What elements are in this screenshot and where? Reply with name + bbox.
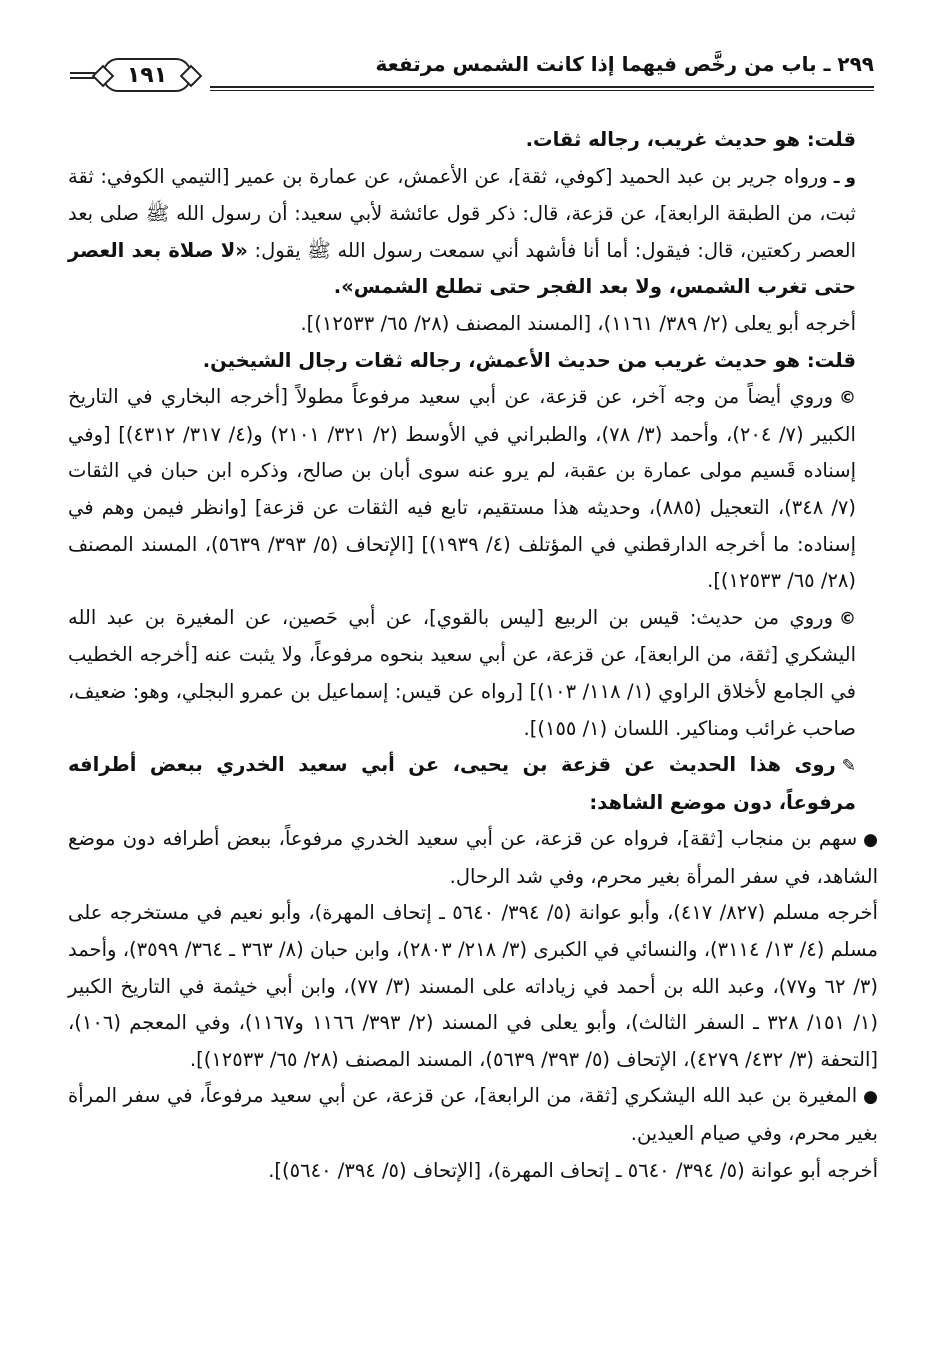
paragraph — [68, 379, 878, 600]
paragraph-marker: ✎ — [841, 756, 856, 777]
paragraph-text: سهم بن منجاب [ثقة]، فرواه عن قزعة، عن أبي سعيد الخدري مرفوعاً، ببعض أطرافه دون موضع الشاهد، في سفر المرأة بغير محرم، وفي شد الرحال. — [68, 827, 878, 888]
page-number — [102, 58, 192, 92]
paragraph-text: ورواه جرير بن عبد الحميد [كوفي، ثقة]، عن الأعمش، عن عمارة بن عمير [التيمي الكوفي: ثقة ثبت، من الطبقة الرابعة]، عن قزعة، قال: ذكر قول عائشة لأبي سعيد: أن رسول الله ﷺ صلى بعد العصر ركعتين، قال: فيقول: أما أنا فأشهد أني سمعت رسول الله ﷺ يقول: — [68, 164, 856, 262]
paragraph-text: المغيرة بن عبد الله اليشكري [ثقة، من الرابعة]، عن قزعة، عن أبي سعيد مرفوعاً، في سفر المرأة بغير محرم، وفي صيام العيدين. — [68, 1084, 878, 1146]
paragraph-marker: © — [839, 388, 856, 409]
header-rule — [210, 86, 874, 88]
paragraph — [68, 1078, 878, 1152]
paragraph — [68, 1153, 878, 1190]
page-number-text: ١٩١ — [126, 62, 168, 88]
bullet-icon: ● — [863, 1087, 878, 1108]
header-rule-thin — [210, 90, 874, 91]
paragraph — [68, 306, 878, 343]
paragraph-text: أخرجه أبو عوانة (٥/ ٣٩٤/ ٥٦٤٠ ـ إتحاف المهرة)، [الإتحاف (٥/ ٣٩٤/ ٥٦٤٠)]. — [268, 1158, 878, 1182]
page-header — [70, 48, 874, 94]
paragraph — [68, 821, 878, 895]
paragraph-text: وروي من حديث: قيس بن الربيع [ليس بالقوي]، عن أبي حَصين، عن المغيرة بن عبد الله اليشكري [ثقة، من الرابعة]، عن قزعة، عن أبي سعيد بنحوه مرفوعاً، ولا يثبت عنه [أخرجه الخطيب في الجامع لأخلاق الراوي (١/ ١١٨/ ١٠٣)] [رواه عن قيس: إسماعيل بن عمرو البجلي، وهو: ضعيف، صاحب غرائب ومناكير. اللسان (١/ ١٥٥)]. — [68, 605, 856, 740]
paragraph-text: قلت: هو حديث غريب، رجاله ثقات. — [525, 128, 856, 151]
paragraph-text: روى هذا الحديث عن قزعة بن يحيى، عن أبي سعيد الخدري ببعض أطرافه مرفوعاً، دون موضع الشاهد: — [68, 753, 856, 814]
paragraph — [68, 159, 878, 306]
paragraph — [68, 895, 878, 1078]
paragraph — [68, 122, 878, 159]
chapter-title: ٢٩٩ ـ باب من رخَّص فيهما إذا كانت الشمس مرتفعة — [375, 52, 874, 76]
paragraph-marker: و ـ — [833, 167, 856, 188]
bullet-icon: ● — [863, 830, 878, 851]
paragraph-text: قلت: هو حديث غريب من حديث الأعمش، رجاله ثقات رجال الشيخين. — [202, 348, 856, 372]
paragraph-text: أخرجه مسلم (٨٢٧/ ٤١٧)، وأبو عوانة (٥/ ٣٩٤/ ٥٦٤٠ ـ إتحاف المهرة)، وأبو نعيم في مستخرجه على مسلم (٤/ ١٣/ ٣١١٤)، والنسائي في الكبرى (٣/ ٢١٨/ ٢٨٠٣)، وابن حبان (٨/ ٣٦٣ ـ ٣٦٤/ ٣٥٩٩)، وأحمد (٣/ ٦٢ و٧٧)، وعبد الله بن أحمد في زياداته على المسند (٣/ ٧٧)، وابن أبي خيثمة في التاريخ الكبير (١/ ١٥١/ ٣٢٨ ـ السفر الثالث)، وأبو يعلى في المسند (٢/ ٣٩٣/ ١١٦٦ و١١٦٧)، وفي المعجم (١٠٦)، [التحفة (٣/ ٤٣٢/ ٤٢٧٩)، الإتحاف (٥/ ٣٩٣/ ٥٦٣٩)، المسند المصنف (٢٨/ ٦٥/ ١٢٥٣٣)]. — [68, 901, 878, 1071]
paragraph-text: وروي أيضاً من وجه آخر، عن قزعة، عن أبي سعيد مرفوعاً مطولاً [أخرجه البخاري في التاريخ الكبير (٧/ ٢٠٤)، وأحمد (٣/ ٧٨)، والطبراني في الأوسط (٢/ ٣٢١/ ٢١٠١) و(٤/ ٣١٧/ ٤٣١٢)] [وفي إسناده قَسيم مولى عمارة بن عقبة، لم يرو عنه سوى أبان بن صالح، وذكره ابن حبان في الثقات (٧/ ٣٤٨)، التعجيل (٨٨٥)، وحديثه هذا مستقيم، تابع فيه الثقات عن قزعة] [وانظر فيمن وهم في إسناده: ما أخرجه الدارقطني في المؤتلف (٤/ ١٩٣٩)] [الإتحاف (٥/ ٣٩٣/ ٥٦٣٩)، المسند المصنف (٢٨/ ٦٥/ ١٢٥٣٣)]. — [68, 385, 857, 593]
paragraph-marker: © — [839, 608, 856, 629]
paragraph — [68, 343, 878, 380]
hadith-quote: «لا صلاة بعد العصر حتى تغرب الشمس، ولا بعد الفجر حتى تطلع الشمس». — [68, 238, 856, 299]
paragraph — [68, 600, 878, 747]
paragraph-text: أخرجه أبو يعلى (٢/ ٣٨٩/ ١١٦١)، [المسند المصنف (٢٨/ ٦٥/ ١٢٥٣٣)]. — [300, 311, 856, 335]
page-body — [68, 122, 878, 1189]
paragraph — [68, 747, 878, 821]
